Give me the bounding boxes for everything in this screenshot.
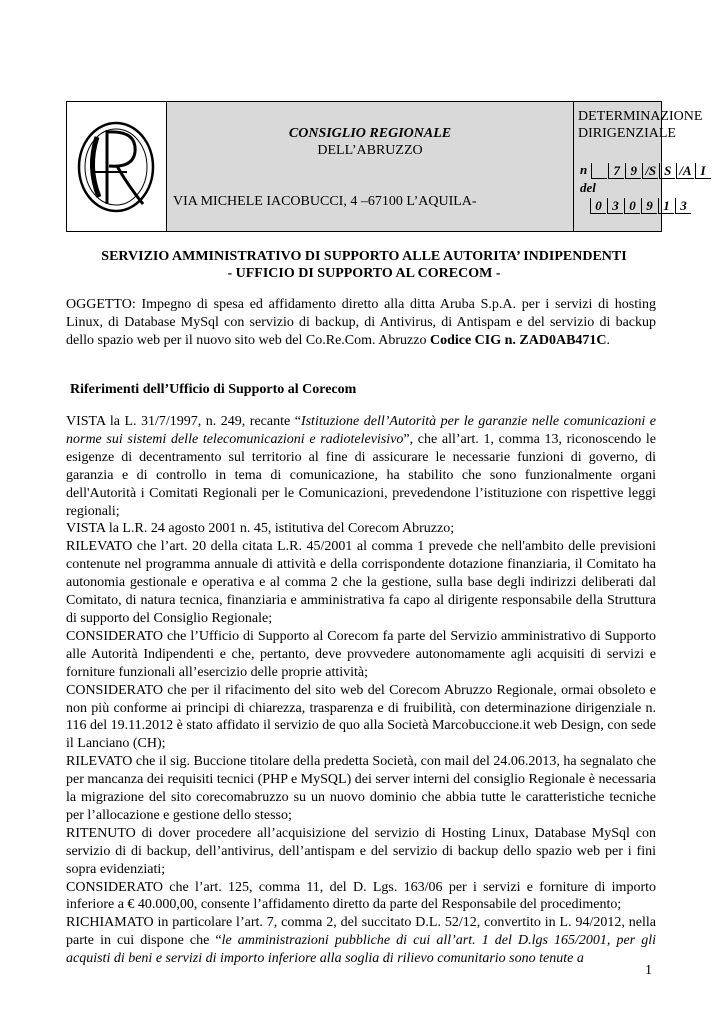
references-heading: Riferimenti dell’Ufficio di Supporto al Corecom [70, 382, 357, 397]
determination-title-line2: DIRIGENZIALE [578, 126, 676, 141]
number-box: /A [676, 163, 693, 179]
richiamato-intro: RICHIAMATO in particolare l’art. 7, comma 2, del succitato D.L. 52/12, convertito in L. 94/2012, nella parte in cui dispone che “ [66, 915, 656, 949]
date-box: 1 [658, 198, 674, 214]
cra-monogram-logo [67, 102, 166, 231]
service-title: SERVIZIO AMMINISTRATIVO DI SUPPORTO ALLE AUTORITA’ INDIPENDENTI [101, 249, 627, 264]
determination-cell [574, 102, 706, 231]
subject-end: . [606, 332, 611, 348]
logo-cell [67, 102, 167, 231]
paragraph-vista-1 [66, 413, 656, 520]
number-box: I [695, 163, 711, 179]
date-box: 0 [624, 198, 640, 214]
paragraph-rilevato-1: RILEVATO che l’art. 20 della citata L.R. 45/2001 al comma 1 prevede che nell'ambito delle previsioni contenute nel programma annuale di attività e della corrispondente dotazione finanziaria, il Comitato ha autonomia gestionale e operativa e al comma 2 che la gestione, sulla base degli indirizzi deliberati dal Comitato, di natura tecnica, finanziaria e amministrativa fa capo al dirigente responsabile della Struttura di supporto del Consiglio Regionale; [66, 539, 656, 626]
vista-1-law-title: Istituzione dell’Autorità per le garanzie nelle comunicazioni e norme sui sistemi delle telecomunicazioni e radiotelevisivo [66, 414, 656, 447]
date-box: 3 [607, 198, 623, 214]
date-label: del [580, 180, 596, 195]
number-box: /S [642, 163, 658, 179]
institution-region: DELL’ABRUZZO [317, 143, 423, 158]
date-box: 0 [590, 198, 606, 214]
paragraph-considerato-3: CONSIDERATO che l’art. 125, comma 11, del D. Lgs. 163/06 per i servizi e forniture di importo inferiore a € 40.000,00, consente l’affidamento diretto da parte del Responsabile del procedimento; [66, 879, 656, 913]
number-label: n [580, 162, 588, 177]
date-box: 9 [641, 198, 657, 214]
richiamato-quote: le amministrazioni pubbliche di cui all’art. 1 del D.lgs 165/2001, per gli acquisti di beni e servizi di importo inferiore alla soglia di rilievo comunitario sono tenute a [66, 933, 656, 967]
institution-name: CONSIGLIO REGIONALE [288, 126, 452, 141]
vista-1-intro: VISTA la L. 31/7/1997, n. 249, recante “ [66, 414, 301, 429]
paragraph-rilevato-2: RILEVATO che il sig. Buccione titolare della predetta Società, con mail del 24.06.2013, ha segnalato che per mancanza dei requisiti tecnici (PHP e MySQL) dei server interni del consiglio Regionale è necessaria la migrazione del sito corecomabruzzo su un nuovo dominio che abbia tutte le caratteristiche tecniche per l’allocazione e gestione dello stesso; [66, 754, 657, 823]
header-table [66, 101, 706, 232]
number-box [591, 163, 607, 179]
vista-1-body: ”, che all’art. 1, comma 13, riconoscendo le esigenze di decentramento sul territorio al fine di assicurare le necessarie funzioni di governo, di garanzia e di controllo in tema di comunicazione, ha stabilito che sono funzionalmente organi dell'Autorità i Comitati Regionali per le Comunicazioni, prevedendone l’istituzione con rispettive leggi regionali; [66, 431, 657, 519]
determination-date [590, 197, 692, 214]
number-box: S [659, 163, 675, 179]
date-box: 3 [675, 198, 691, 214]
paragraph-considerato-1: CONSIDERATO che l’Ufficio di Supporto al Corecom fa parte del Servizio amministrativo di Supporto alle Autorità Indipendenti e che, pertanto, deve provvedere autonomamente agli acquisiti di servizi e forniture funzionali all’esercizio delle proprie attività; [66, 628, 656, 680]
office-title: - UFFICIO DI SUPPORTO AL CORECOM - [227, 266, 501, 281]
determination-title [578, 108, 702, 142]
determination-number [580, 162, 712, 179]
number-box: 7 [608, 163, 624, 179]
subject-paragraph [66, 296, 656, 350]
paragraph-richiamato [66, 914, 656, 968]
number-box: 9 [625, 163, 641, 179]
paragraph-vista-2: VISTA la L.R. 24 agosto 2001 n. 45, istitutiva del Corecom Abruzzo; [66, 521, 455, 537]
institution-cell [167, 102, 574, 231]
institution-address: VIA MICHELE IACOBUCCI, 4 –67100 L’AQUILA- [173, 194, 477, 209]
paragraph-ritenuto: RITENUTO di dover procedere all’acquisizione del servizio di Hosting Linux, Database MySql con servizio di di backup, dell’antivirus, dell’antispam e del servizio di backup dello spazio web per i fini sopra evidenziati; [66, 825, 656, 877]
page-number: 1 [645, 963, 652, 978]
cig-code: Codice CIG n. ZAD0AB471C [429, 332, 607, 348]
body-text [66, 413, 656, 968]
determination-title-line1: DETERMINAZIONE [578, 109, 703, 124]
paragraph-considerato-2: CONSIDERATO che per il rifacimento del sito web del Corecom Abruzzo Regionale, ormai obsoleto e non più conforme ai principi di chiarezza, trasparenza e di fruibilità, con determinazione dirigenziale n. 116 del 19.11.2012 è stato affidato il servizio de quo alla Società Marcobuccione.it web Design, con sede il Lanciano (CH); [66, 682, 656, 752]
subject-text: OGGETTO: Impegno di spesa ed affidamento diretto alla ditta Aruba S.p.A. per i servizi di hosting Linux, di Database MySql con servizio di backup, di Antivirus, di Antispam e del servizio di backup dello spazio web per il nuovo sito web del Co.Re.Com. Abruzzo [66, 297, 656, 348]
